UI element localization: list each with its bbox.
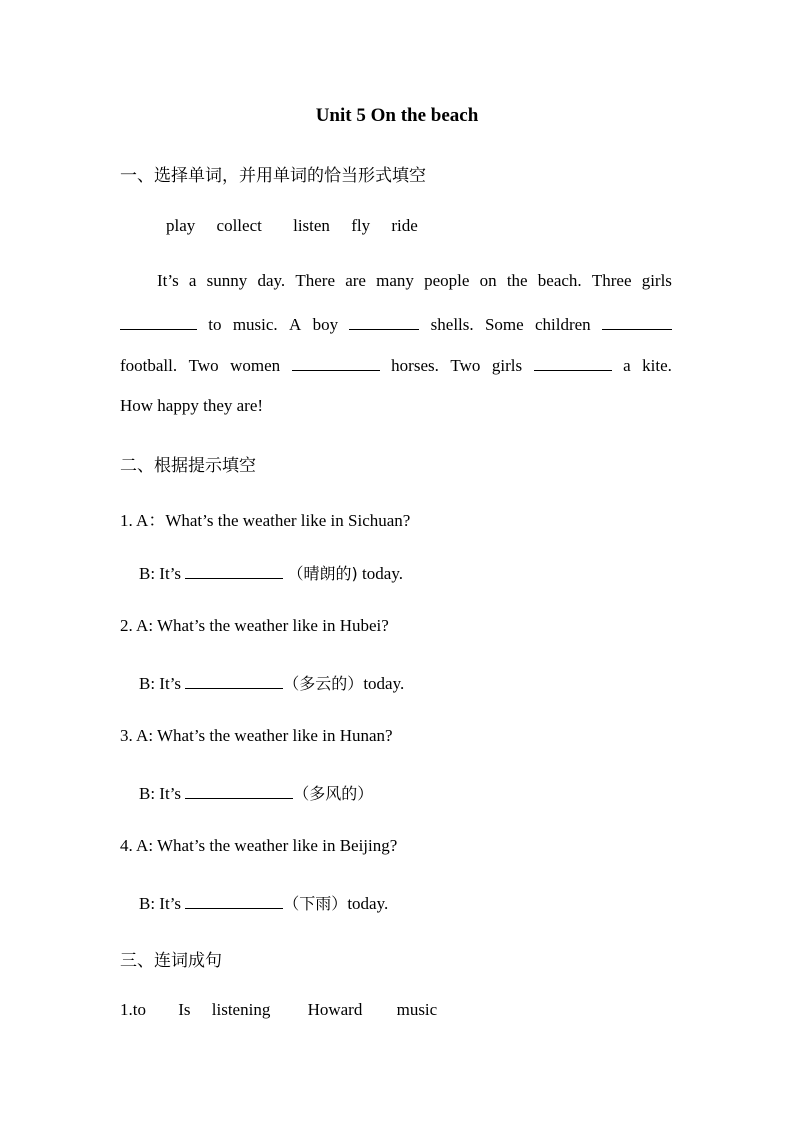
passage-word: sunny xyxy=(206,271,248,290)
scrambled-word: 1.to xyxy=(120,1000,146,1019)
section-3-heading: 三、连词成句 xyxy=(120,951,222,971)
passage-word: It’s xyxy=(157,271,179,290)
passage-word: A xyxy=(288,315,302,334)
passage-word: Two xyxy=(188,356,219,375)
passage-word: many xyxy=(376,271,414,290)
passage-word: football. xyxy=(120,356,178,375)
scrambled-word: music xyxy=(396,1000,438,1019)
answer-blank-1[interactable] xyxy=(185,562,283,579)
section-1-heading: 一、选择单词，并用单词的恰当形式填空 xyxy=(120,166,426,186)
passage-line-1 xyxy=(157,271,672,291)
answer-suffix: today. xyxy=(347,894,389,913)
scrambled-word: Is xyxy=(178,1000,191,1019)
passage-word: shells. xyxy=(430,315,474,334)
fill-blank-3[interactable] xyxy=(602,313,672,330)
answer-suffix: today. xyxy=(363,674,405,693)
passage-word: Two xyxy=(450,356,481,375)
passage-word: children xyxy=(534,315,591,334)
passage-word: Some xyxy=(484,315,524,334)
passage-line-2 xyxy=(120,313,672,335)
passage-word: Three xyxy=(591,271,632,290)
question-2: 2. A: What’s the weather like in Hubei? xyxy=(120,616,389,635)
hint-text: （多云的） xyxy=(283,674,364,693)
page-title: Unit 5 On the beach xyxy=(315,105,479,126)
hint-text: （晴朗的) xyxy=(287,564,358,583)
passage-word: to xyxy=(208,315,222,334)
passage-word: a xyxy=(188,271,197,290)
passage-word: There xyxy=(295,271,335,290)
passage-word: boy xyxy=(312,315,339,334)
question-4: 4. A: What’s the weather like in Beijing? xyxy=(120,836,398,855)
word-bank-item: listen xyxy=(293,216,330,235)
passage-word: people xyxy=(424,271,470,290)
scrambled-word: listening xyxy=(211,1000,271,1019)
hint-text: （下雨） xyxy=(283,894,348,913)
passage-word: horses. xyxy=(391,356,439,375)
passage-word: girls xyxy=(491,356,523,375)
word-bank-item: fly xyxy=(351,216,371,235)
answer-prefix: B: It’s xyxy=(139,784,182,803)
word-bank-item: ride xyxy=(391,216,418,235)
passage-word: on xyxy=(479,271,497,290)
word-bank-item: play xyxy=(166,216,196,235)
passage-word: are xyxy=(345,271,366,290)
passage-word: the xyxy=(506,271,528,290)
passage-word: music. xyxy=(232,315,278,334)
passage-word: beach. xyxy=(537,271,582,290)
word-bank-item: collect xyxy=(216,216,262,235)
answer-4 xyxy=(139,891,388,914)
passage-line-4: How happy they are! xyxy=(120,396,264,415)
passage-word: day. xyxy=(257,271,286,290)
answer-blank-3[interactable] xyxy=(185,782,293,799)
hint-text: （多风的） xyxy=(293,784,374,803)
scrambled-sentence-1 xyxy=(120,1000,437,1020)
fill-blank-5[interactable] xyxy=(534,354,612,371)
word-bank xyxy=(166,216,418,236)
answer-suffix: today. xyxy=(357,564,403,583)
question-1: 1. A：What’s the weather like in Sichuan? xyxy=(120,511,411,530)
fill-blank-1[interactable] xyxy=(120,313,197,330)
answer-prefix: B: It’s xyxy=(139,564,182,583)
section-2-heading: 二、根据提示填空 xyxy=(120,456,256,476)
passage-word: girls xyxy=(641,271,672,290)
answer-prefix: B: It’s xyxy=(139,894,182,913)
question-3: 3. A: What’s the weather like in Hunan? xyxy=(120,726,393,745)
passage-line-3 xyxy=(120,354,672,376)
answer-3 xyxy=(139,781,373,804)
scrambled-word: Howard xyxy=(307,1000,363,1019)
fill-blank-2[interactable] xyxy=(349,313,419,330)
passage-word: a xyxy=(623,356,631,375)
fill-blank-4[interactable] xyxy=(292,354,380,371)
answer-blank-2[interactable] xyxy=(185,672,283,689)
answer-blank-4[interactable] xyxy=(185,892,283,909)
answer-2 xyxy=(139,671,404,694)
answer-1 xyxy=(139,561,403,584)
answer-prefix: B: It’s xyxy=(139,674,182,693)
passage-word: kite. xyxy=(642,356,672,375)
passage-word: women xyxy=(230,356,281,375)
